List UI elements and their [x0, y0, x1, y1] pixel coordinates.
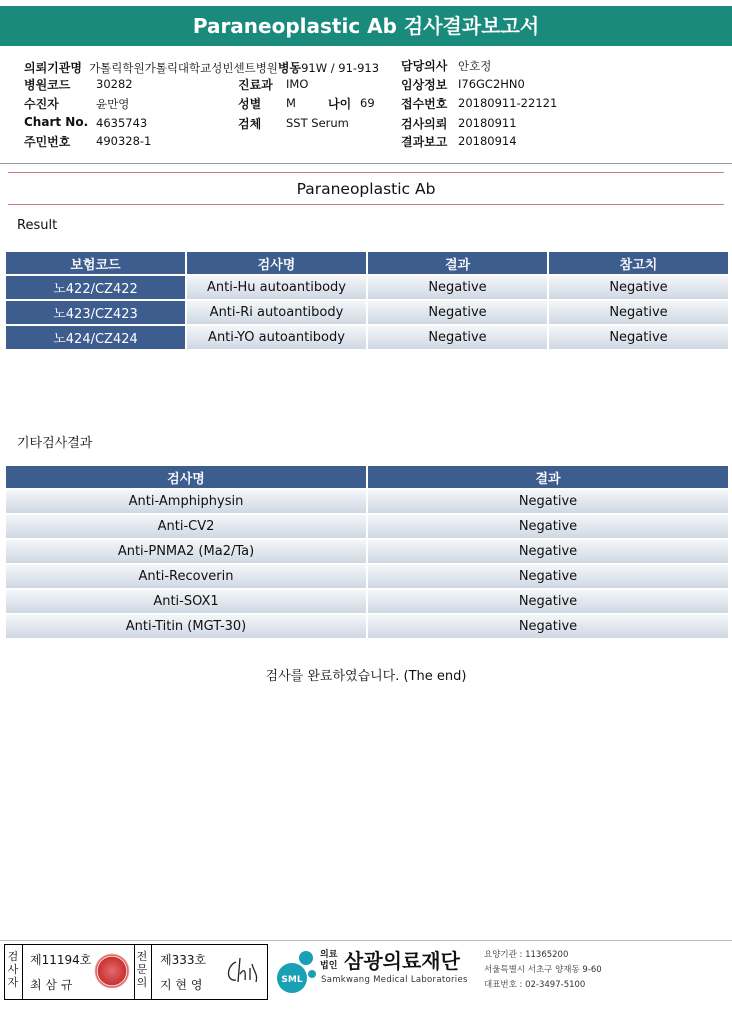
test-name: Anti-Ri autoantibody: [187, 301, 366, 324]
test-name: Anti-Amphiphysin: [6, 490, 366, 513]
signature-icon: [222, 954, 260, 988]
col-test-name: 검사명: [6, 466, 366, 488]
specimen-label: 검체: [238, 117, 262, 131]
other-results-table: [4, 464, 730, 640]
table-row: [6, 515, 728, 538]
result-label: Result: [17, 218, 58, 233]
section-rule-bottom: [8, 204, 724, 205]
test-name: Anti-PNMA2 (Ma2/Ta): [6, 540, 366, 563]
table-row: [6, 590, 728, 613]
test-result: Negative: [368, 490, 728, 513]
tester-name: 최 삼 규: [30, 978, 73, 992]
test-result: Negative: [368, 326, 547, 349]
request-date-label: 검사의뢰: [401, 117, 448, 131]
org-prefix: 의료법인: [320, 950, 338, 971]
hospital-code-label: 병원코드: [24, 78, 71, 92]
end-message: 검사를 완료하였습니다. (The end): [265, 669, 467, 684]
test-result: Negative: [368, 590, 728, 613]
chart-no-label: Chart No.: [24, 115, 89, 129]
footer-divider: [0, 940, 732, 941]
resident-no-label: 주민번호: [24, 135, 71, 149]
specialist-license: 제333호: [160, 953, 207, 967]
section-title: Paraneoplastic Ab: [296, 180, 436, 198]
sex-value: M: [286, 96, 296, 110]
tester-seal-icon: [94, 953, 130, 989]
table-row: [6, 301, 728, 324]
specimen-value: SST Serum: [286, 116, 349, 130]
request-date-value: 20180911: [458, 116, 517, 130]
ward-value: 91W / 91-913: [301, 61, 380, 75]
test-result: Negative: [368, 615, 728, 638]
table-row: [6, 490, 728, 513]
institution-value: 가톨릭학원가톨릭대학교성빈센트병원: [89, 61, 278, 75]
logo-text: SML: [281, 975, 303, 985]
test-result: Negative: [368, 540, 728, 563]
header-divider: [0, 163, 732, 164]
test-name: Anti-SOX1: [6, 590, 366, 613]
header-row-institution: [24, 57, 379, 76]
test-name: Anti-YO autoantibody: [187, 326, 366, 349]
table-row: [6, 276, 728, 299]
test-result: Negative: [368, 515, 728, 538]
col-reference: 참고치: [549, 252, 728, 274]
table-row: [6, 565, 728, 588]
phone: 대표번호 : 02-3497-5100: [484, 980, 586, 990]
test-name: Anti-CV2: [6, 515, 366, 538]
col-insurance-code: 보험코드: [6, 252, 185, 274]
institution-label: 의뢰기관명: [24, 61, 82, 75]
divider: [22, 944, 23, 1000]
test-result: Negative: [368, 565, 728, 588]
insurance-code: 노422/CZ422: [6, 276, 185, 299]
reference-value: Negative: [549, 276, 728, 299]
address: 서울특별시 서초구 양재동 9-60: [484, 965, 602, 975]
result-table: [4, 250, 730, 351]
resident-no-value: 490328-1: [96, 134, 152, 148]
footer: [4, 944, 732, 1000]
org-name: 삼광의료재단: [344, 949, 460, 973]
age-value: 69: [360, 96, 375, 110]
report-date-label: 결과보고: [401, 135, 448, 149]
tester-license: 제11194호: [30, 953, 92, 967]
table-row: [6, 615, 728, 638]
doctor-value: 안호정: [458, 59, 492, 73]
receipt-no-value: 20180911-22121: [458, 96, 558, 110]
col-result: 결과: [368, 466, 728, 488]
test-result: Negative: [368, 276, 547, 299]
org-code: 요양기관 : 11365200: [484, 950, 569, 960]
clinical-info-label: 임상정보: [401, 78, 448, 92]
insurance-code: 노424/CZ424: [6, 326, 185, 349]
insurance-code: 노423/CZ423: [6, 301, 185, 324]
clinical-info-value: I76GC2HN0: [458, 77, 525, 91]
divider: [151, 944, 152, 1000]
report-title: Paraneoplastic Ab 검사결과보고서: [0, 6, 732, 46]
tester-label: 검사자: [7, 950, 19, 989]
col-result: 결과: [368, 252, 547, 274]
other-results-label: 기타검사결과: [17, 436, 93, 451]
specialist-label: 전문의: [136, 950, 148, 989]
hospital-code-value: 30282: [96, 77, 133, 91]
patient-label: 수진자: [24, 97, 59, 111]
patient-value: 윤만영: [96, 97, 130, 111]
age-label: 나이: [328, 97, 352, 111]
report-date-value: 20180914: [458, 134, 517, 148]
result-header-row: [6, 252, 728, 274]
test-name: Anti-Recoverin: [6, 565, 366, 588]
table-row: [6, 326, 728, 349]
col-test-name: 검사명: [187, 252, 366, 274]
dept-label: 진료과: [238, 78, 273, 92]
other-header-row: [6, 466, 728, 488]
sex-label: 성별: [238, 97, 262, 111]
specialist-name: 지 현 영: [160, 978, 203, 992]
sml-logo-icon: [272, 948, 318, 996]
chart-no-value: 4635743: [96, 116, 148, 130]
dept-value: IMO: [286, 77, 309, 91]
test-name: Anti-Titin (MGT-30): [6, 615, 366, 638]
org-english: Samkwang Medical Laboratories: [321, 975, 468, 985]
section-rule-top: [8, 172, 724, 173]
table-row: [6, 540, 728, 563]
ward-label: 병동: [277, 61, 302, 75]
test-result: Negative: [368, 301, 547, 324]
doctor-label: 담당의사: [401, 59, 448, 73]
test-name: Anti-Hu autoantibody: [187, 276, 366, 299]
reference-value: Negative: [549, 301, 728, 324]
reference-value: Negative: [549, 326, 728, 349]
receipt-no-label: 접수번호: [401, 97, 448, 111]
